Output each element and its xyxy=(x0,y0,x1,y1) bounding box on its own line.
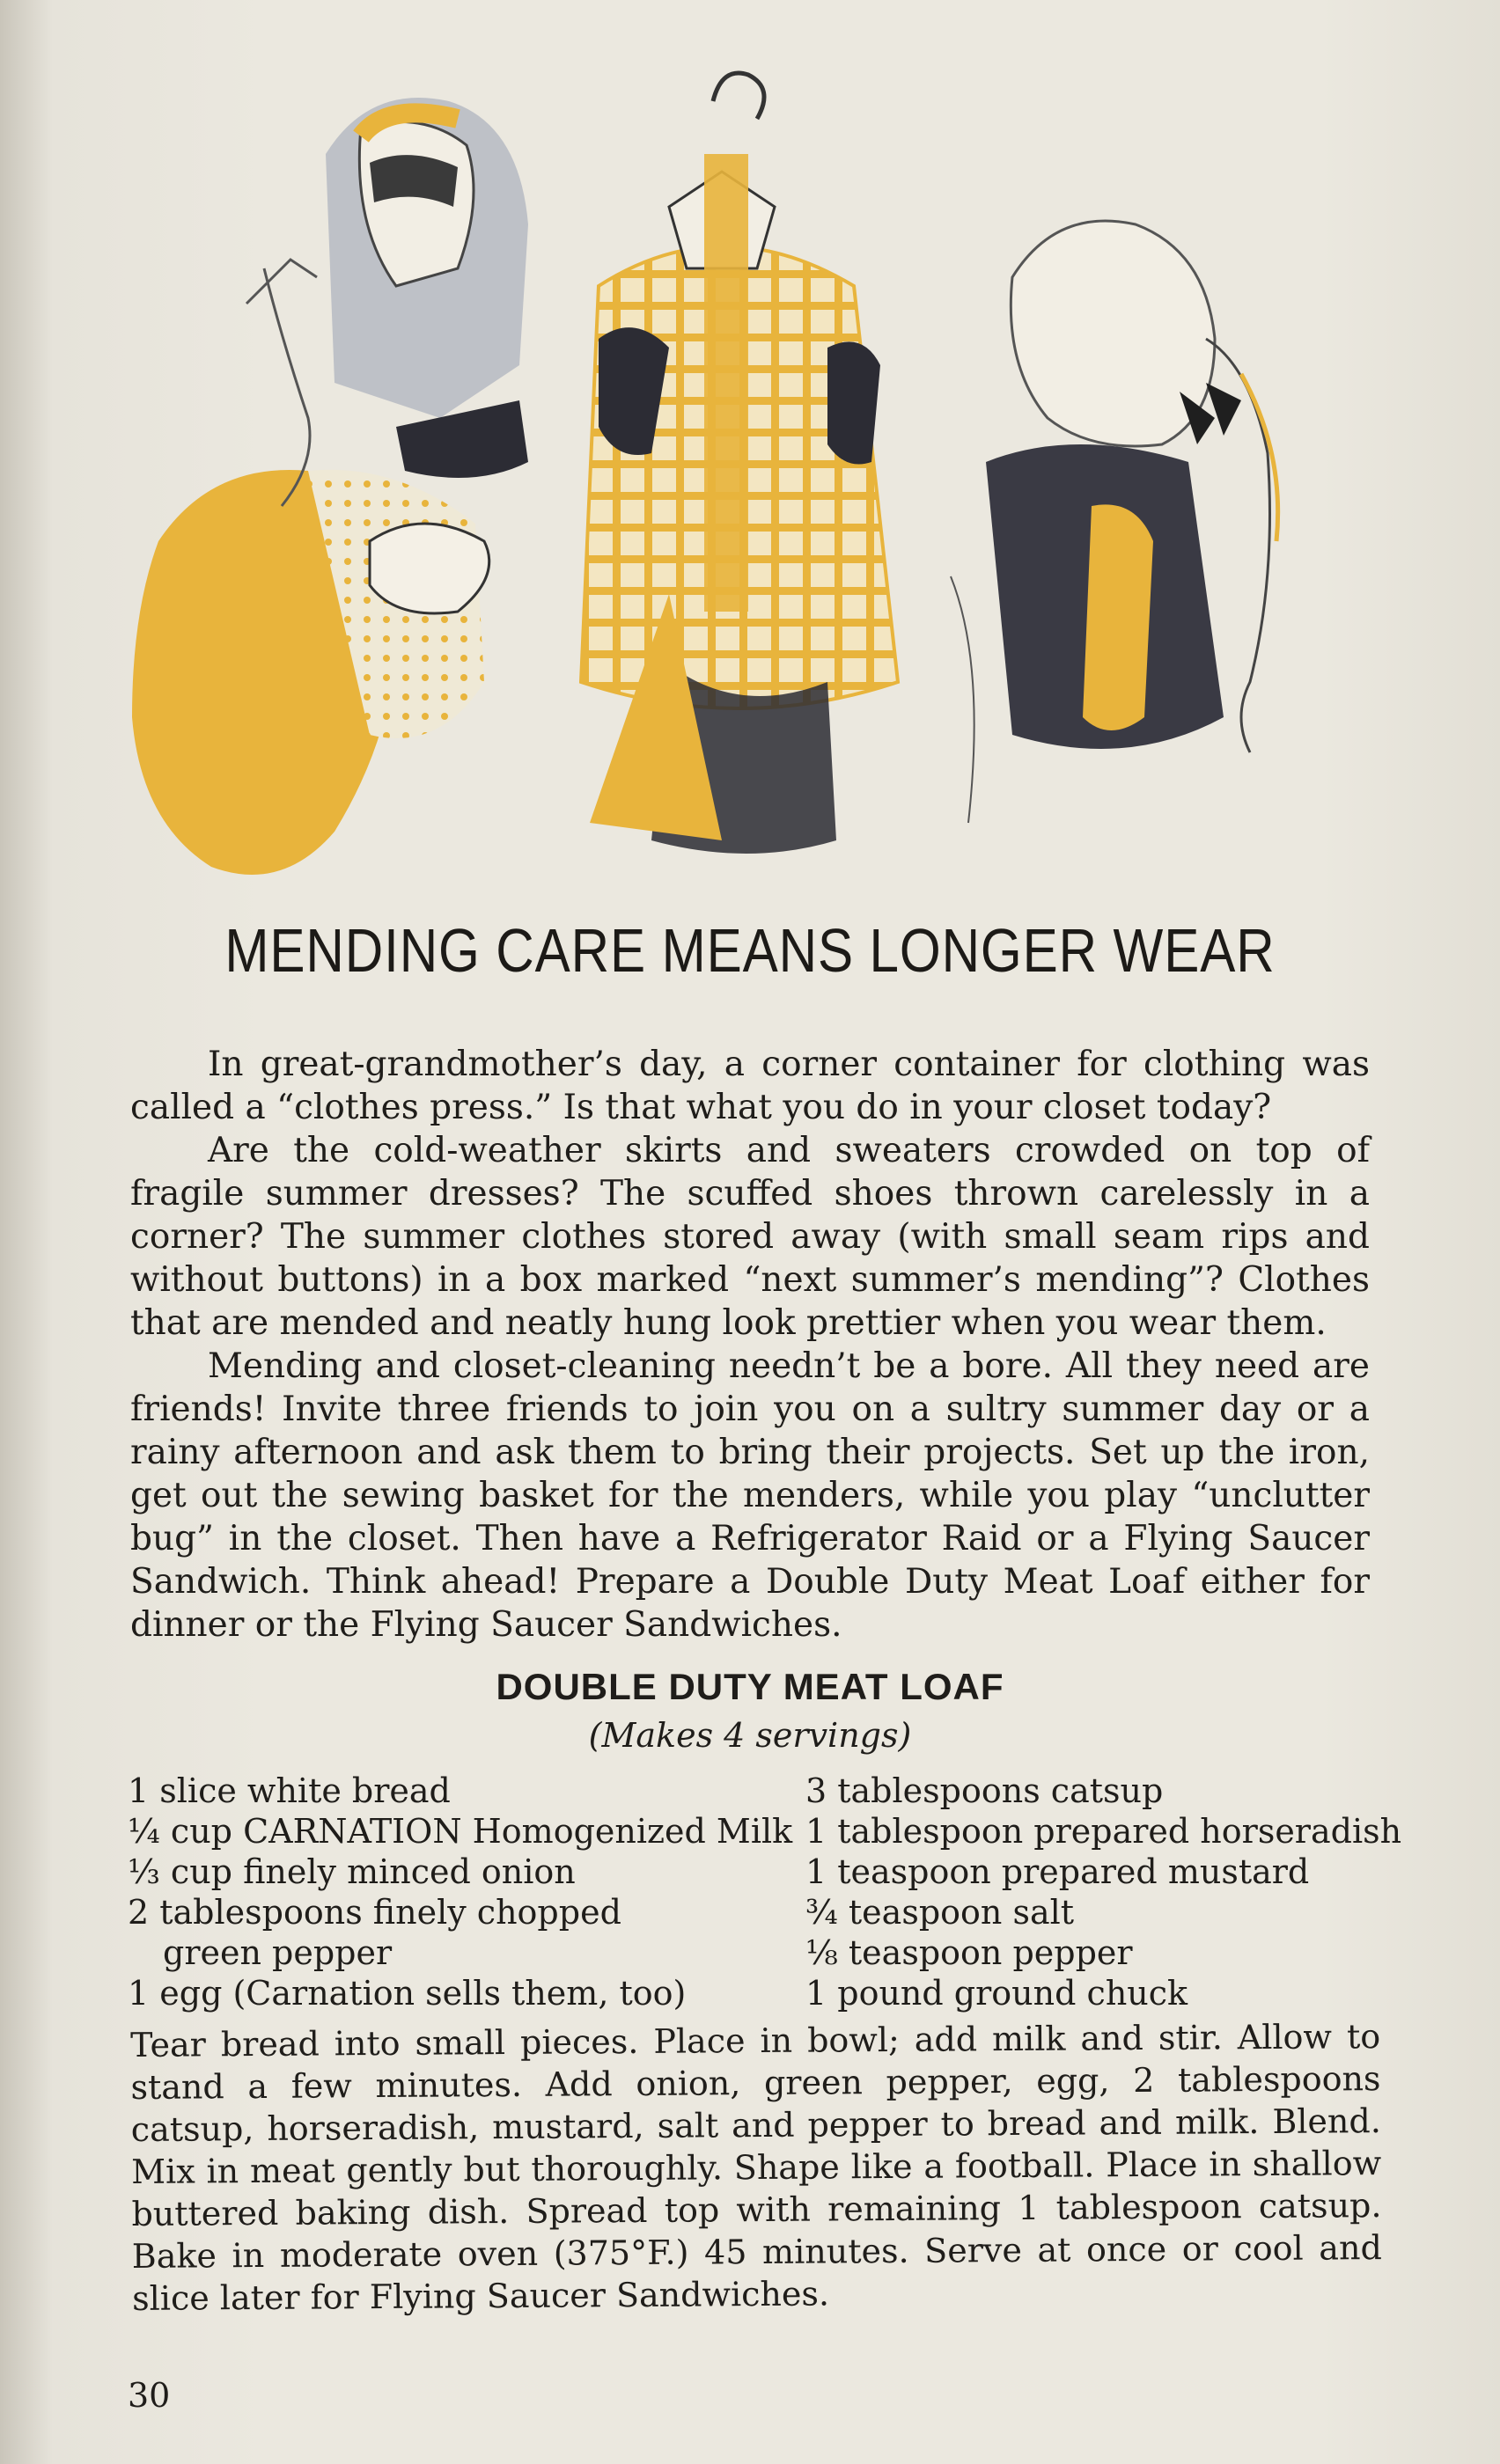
intro-text xyxy=(130,1043,1370,1646)
intro-paragraph: Mending and closet-cleaning needn’t be a bore. All they need are friends! Invite three friends to join you on a sultry summer day or a rainy afternoon and ask them to bring their projects. Set up the iron, get out the sewing basket for the menders, while you play “unclutter bug” in the closet. Then have a Refrigerator Raid or a Flying Saucer Sandwich. Think ahead! Prepare a Double Duty Meat Loaf either for dinner or the Flying Saucer Sandwiches. xyxy=(130,1346,1370,1645)
ingredients-right xyxy=(805,1771,1404,2013)
intro-paragraph: In great-grandmother’s day, a corner container for clothing was called a “clothes press.” Is that what you do in your closet today? xyxy=(130,1045,1370,1127)
recipe-yield: (Makes 4 servings) xyxy=(588,1716,912,1755)
page-number: 30 xyxy=(128,2376,171,2415)
page-title: MENDING CARE MEANS LONGER WEAR xyxy=(224,916,1276,985)
mending-illustration xyxy=(106,48,1373,906)
recipe-title: DOUBLE DUTY MEAT LOAF xyxy=(496,1666,1004,1707)
ingredient: ⅛ teaspoon pepper xyxy=(805,1933,1133,1972)
recipe-directions: Tear bread into small pieces. Place in bowl; add milk and stir. Allow to stand a few minutes. Add onion, green pepper, egg, 2 tablespoons catsup, horseradish, mustard, salt and pepper to bread and milk. Blend. Mix in meat gently but thoroughly. Shape like a football. Place in shallow buttered baking dish. Spread top with remaining 1 tablespoon catsup. Bake in moderate oven (375°F.) 45 minutes. Serve at once or cool and slice later for Flying Saucer Sandwiches. xyxy=(130,2017,1382,2318)
intro-paragraph: Are the cold-weather skirts and sweaters crowded on top of fragile summer dresses? The scuffed shoes thrown carelessly in a corner? The summer clothes stored away (with small seam rips and without buttons) in a box marked “next summer’s mending”? Clothes that are mended and neatly hung look prettier when you wear them. xyxy=(130,1131,1370,1343)
ingredient-continuation-text: green pepper xyxy=(163,1933,393,1972)
ingredients-left xyxy=(128,1771,797,2013)
ingredient: ¼ cup CARNATION Homogenized Milk xyxy=(128,1812,793,1851)
ingredient: 1 slice white bread xyxy=(128,1771,451,1810)
ingredient: 3 tablespoons catsup xyxy=(805,1771,1164,1810)
ingredient: ⅓ cup finely minced onion xyxy=(128,1852,576,1891)
ingredient: 2 tablespoons finely chopped xyxy=(128,1893,621,1932)
ingredient: 1 tablespoon prepared horseradish xyxy=(805,1812,1402,1851)
ingredient-continuation xyxy=(128,1932,797,1973)
ingredient: 1 egg (Carnation sells them, too) xyxy=(128,1974,687,2013)
ingredient: 1 teaspoon prepared mustard xyxy=(805,1852,1310,1891)
ingredient: ¾ teaspoon salt xyxy=(805,1893,1075,1932)
ingredient: 1 pound ground chuck xyxy=(805,1974,1188,2013)
